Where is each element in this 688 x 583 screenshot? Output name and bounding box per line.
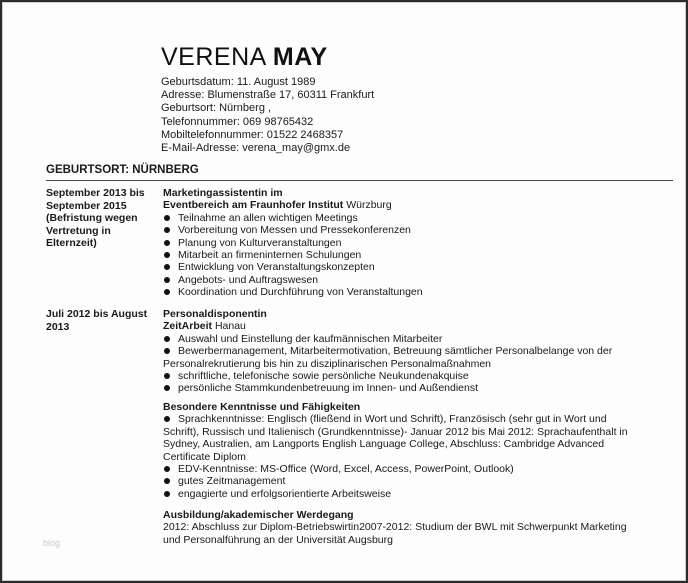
last-name: MAY [272, 43, 328, 71]
list-item: persönliche Stammkundenbetreuung im Innen- und Außendienst [163, 382, 645, 394]
list-item: Planung von Kulturveranstaltungen [163, 237, 645, 249]
birth-date: Geburtsdatum: 11. August 1989 [161, 76, 316, 88]
list-item: Sprachkenntnisse: Englisch (fließend in Wort und Schrift), Französisch (sehr gut in Wort und Schrift), Russisch und Italienisch (Grundkenntnisse)- Januar 2012 bis Mai 2012: Sprachaufenthalt in Sydney, Australien, am Langports English Language College, Abschluss: Cambridge Advanced Certificate Diplom [163, 413, 645, 463]
education-section [163, 509, 645, 546]
job-1 [163, 187, 645, 299]
watermark: blog [43, 538, 61, 548]
job-1-employer-line [163, 199, 645, 211]
job-1-date: September 2013 bis September 2015 (Befristung wegen Vertretung in Elternzeit) [46, 187, 145, 249]
job-2 [163, 308, 645, 395]
job-1-title: Marketingassistentin im [163, 187, 283, 199]
list-item: EDV-Kenntnisse: MS-Office (Word, Excel, Access, PowerPoint, Outlook) [163, 463, 645, 475]
job-2-tasks [163, 333, 645, 395]
education-title: Ausbildung/akademischer Werdegang [163, 509, 354, 521]
cv-page [2, 2, 686, 581]
job-1-employer: Eventbereich am Fraunhofer Institut [163, 199, 344, 212]
mobile-number: Mobiltelefonnummer: 01522 2468357 [161, 128, 344, 141]
job-2-date: Juli 2012 bis August 2013 [46, 308, 148, 333]
list-item: Vorbereitung von Messen und Pressekonferenzen [163, 224, 645, 236]
education-text: 2012: Abschluss zur Diplom-Betriebswirtin2007-2012: Studium der BWL mit Schwerpunkt Marketing und Personalführung an der Universität Augsburg [163, 521, 627, 546]
section-divider [46, 180, 673, 181]
email-address: E-Mail-Adresse: verena_may@gmx.de [161, 142, 351, 155]
skills-section [163, 401, 645, 500]
address: Adresse: Blumenstraße 17, 60311 Frankfurt [161, 89, 375, 102]
first-name: VERENA [161, 43, 266, 71]
phone-number: Telefonnummer: 069 98765432 [161, 115, 314, 128]
list-item: engagierte und erfolgsorientierte Arbeitsweise [163, 488, 645, 500]
list-item: Bewerbermanagement, Mitarbeitermotivation, Betreuung sämtlicher Personalbelange von der Personalrekrutierung bis hin zu disziplinarischen Personalmaßnahmen [163, 345, 645, 370]
list-item: Koordination und Durchführung von Veranstaltungen [163, 286, 645, 298]
job-2-title: Personaldisponentin [163, 308, 267, 320]
skills-title: Besondere Kenntnisse und Fähigkeiten [163, 401, 361, 413]
list-item: Auswahl und Einstellung der kaufmännischen Mitarbeiter [163, 333, 645, 345]
skills-list [163, 413, 645, 500]
job-2-employer: ZeitArbeit [163, 320, 213, 333]
list-item: schriftliche, telefonische sowie persönliche Neukundenakquise [163, 370, 645, 382]
list-item: Teilnahme an allen wichtigen Meetings [163, 212, 645, 224]
section-heading: GEBURTSORT: NÜRNBERG [46, 164, 199, 176]
job-1-tasks [163, 212, 645, 299]
job-1-location: Würzburg [346, 199, 392, 212]
list-item: gutes Zeitmanagement [163, 475, 645, 487]
list-item: Angebots- und Auftragswesen [163, 274, 645, 286]
list-item: Entwicklung von Veranstaltungskonzepten [163, 261, 645, 273]
job-2-location: Hanau [214, 320, 246, 333]
birth-place: Geburtsort: Nürnberg , [161, 102, 272, 115]
contact-details [161, 76, 374, 155]
job-2-employer-line [163, 320, 645, 332]
list-item: Mitarbeit an firmeninternen Schulungen [163, 249, 645, 261]
candidate-name [161, 43, 328, 72]
